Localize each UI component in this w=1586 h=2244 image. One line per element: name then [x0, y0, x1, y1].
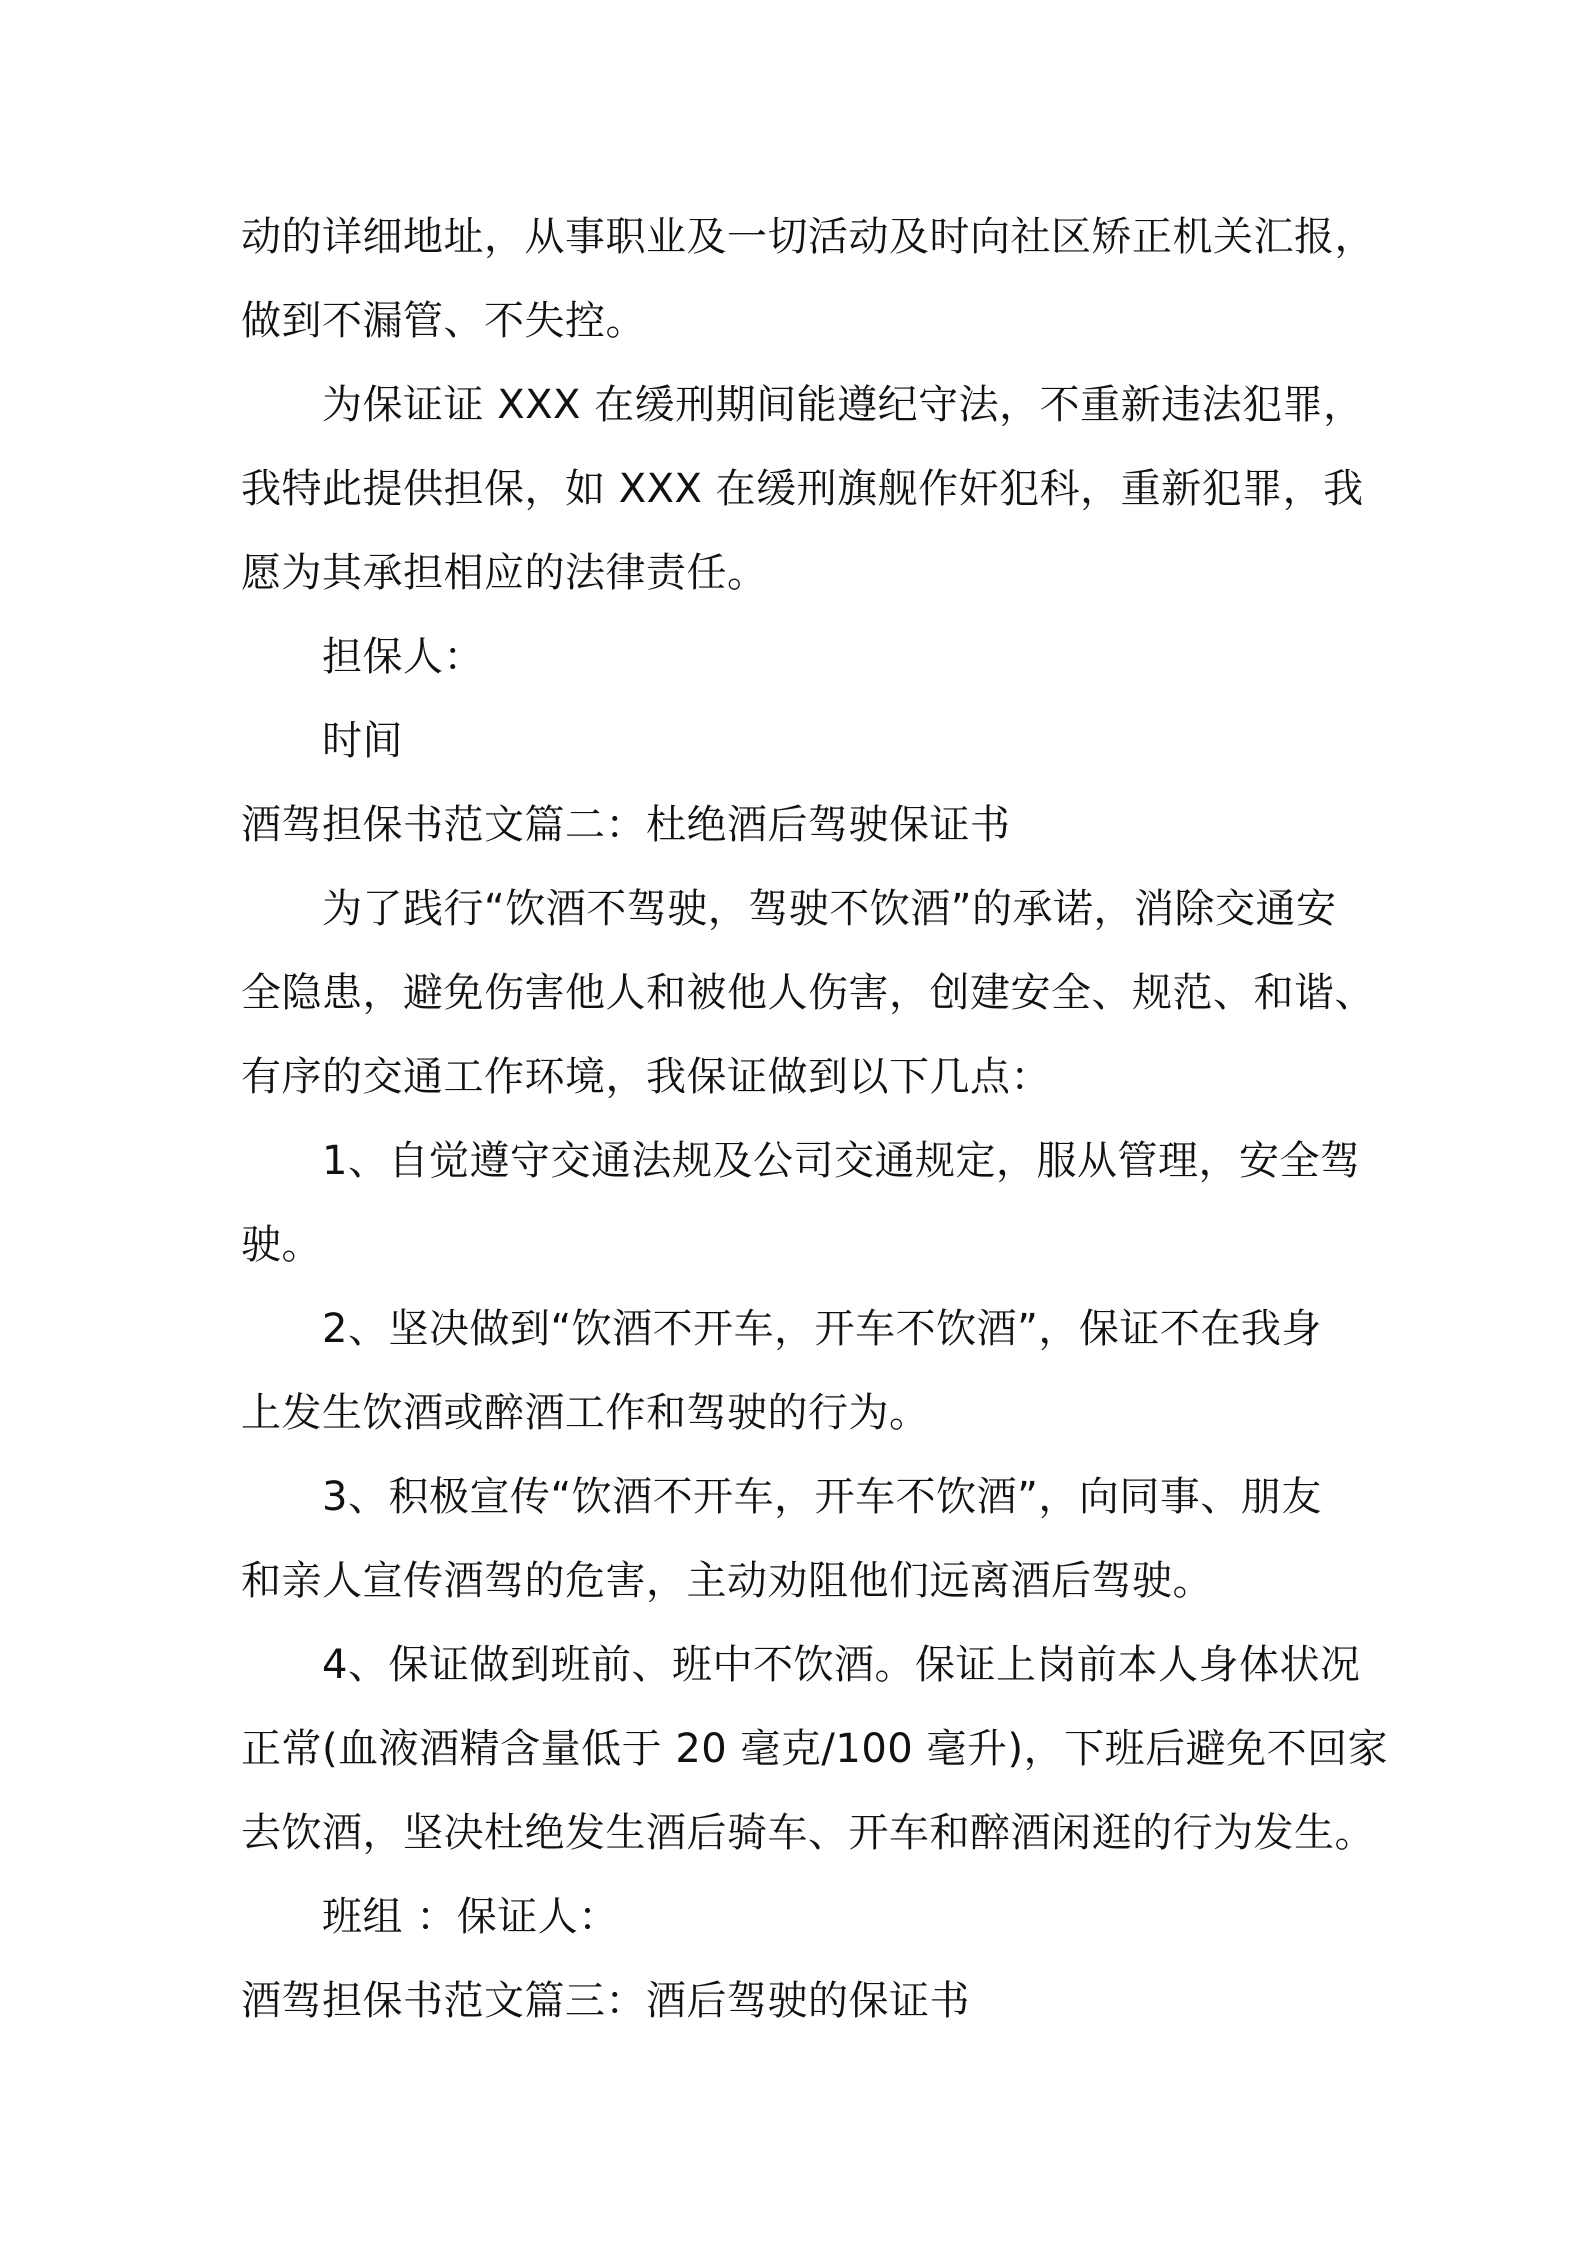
text-line: 和亲人宣传酒驾的危害，主动劝阻他们远离酒后驾驶。: [241, 1558, 1213, 1604]
item-number: 4、: [322, 1642, 389, 1688]
text-line: 担保人：: [322, 634, 484, 680]
paragraph-commitment-intro: [241, 867, 1375, 1119]
team-guarantor-label: [241, 1875, 1361, 1959]
heading-text: 酒驾担保书范文篇二：杜绝酒后驾驶保证书: [241, 802, 1011, 848]
text-line: 正常(血液酒精含量低于 20 毫克/100 毫升)，下班后避免不回家: [241, 1726, 1389, 1772]
paragraph-address-report: [241, 195, 1375, 363]
guarantor-label: [241, 615, 1361, 699]
text-line: 有序的交通工作环境，我保证做到以下几点：: [241, 1054, 1051, 1100]
text-line: 上发生饮酒或醉酒工作和驾驶的行为。: [241, 1390, 930, 1436]
text-line: [241, 1455, 1361, 1539]
document-body: [241, 195, 1389, 2043]
list-item-4: [241, 1623, 1389, 1875]
section-heading-part-two: [241, 783, 1361, 867]
text-line: 动的详细地址，从事职业及一切活动及时向社区矫正机关汇报，: [241, 214, 1375, 260]
item-number: 1、: [322, 1138, 389, 1184]
text-line: 我特此提供担保，如 XXX 在缓刑旗舰作奸犯科，重新犯罪，我: [241, 466, 1364, 512]
text-line: 班组 ：保证人：: [322, 1894, 619, 1940]
text-line: 做到不漏管、不失控。: [241, 298, 646, 344]
item-text: 坚决做到“饮酒不开车，开车不饮酒”，保证不在我身: [388, 1306, 1322, 1352]
item-text: 积极宣传“饮酒不开车，开车不饮酒”，向同事、朋友: [388, 1474, 1322, 1520]
item-number: 3、: [322, 1474, 389, 1520]
list-item-3: [241, 1455, 1361, 1623]
text-line: 时间: [322, 718, 403, 764]
text-line: 去饮酒，坚决杜绝发生酒后骑车、开车和醉酒闲逛的行为发生。: [241, 1810, 1375, 1856]
item-text: 自觉遵守交通法规及公司交通规定，服从管理，安全驾: [388, 1138, 1361, 1184]
text-line: [241, 1623, 1361, 1707]
item-number: 2、: [322, 1306, 389, 1352]
heading-text: 酒驾担保书范文篇三：酒后驾驶的保证书: [241, 1978, 970, 2024]
time-label: [241, 699, 1361, 783]
list-item-1: [241, 1119, 1361, 1287]
section-heading-part-three: [241, 1959, 1361, 2043]
text-line: [241, 1119, 1361, 1203]
text-line: 为保证证 XXX 在缓刑期间能遵纪守法，不重新违法犯罪，: [322, 382, 1364, 428]
list-item-2: [241, 1287, 1361, 1455]
text-line: 为了践行“饮酒不驾驶，驾驶不饮酒”的承诺，消除交通安: [322, 886, 1337, 932]
text-line: 全隐患，避免伤害他人和被他人伤害，创建安全、规范、和谐、: [241, 970, 1375, 1016]
text-line: 愿为其承担相应的法律责任。: [241, 550, 768, 596]
text-line: 驶。: [241, 1222, 322, 1268]
paragraph-guarantee-statement: [241, 363, 1364, 615]
text-line: [241, 1287, 1361, 1371]
item-text: 保证做到班前、班中不饮酒。保证上岗前本人身体状况: [388, 1642, 1361, 1688]
